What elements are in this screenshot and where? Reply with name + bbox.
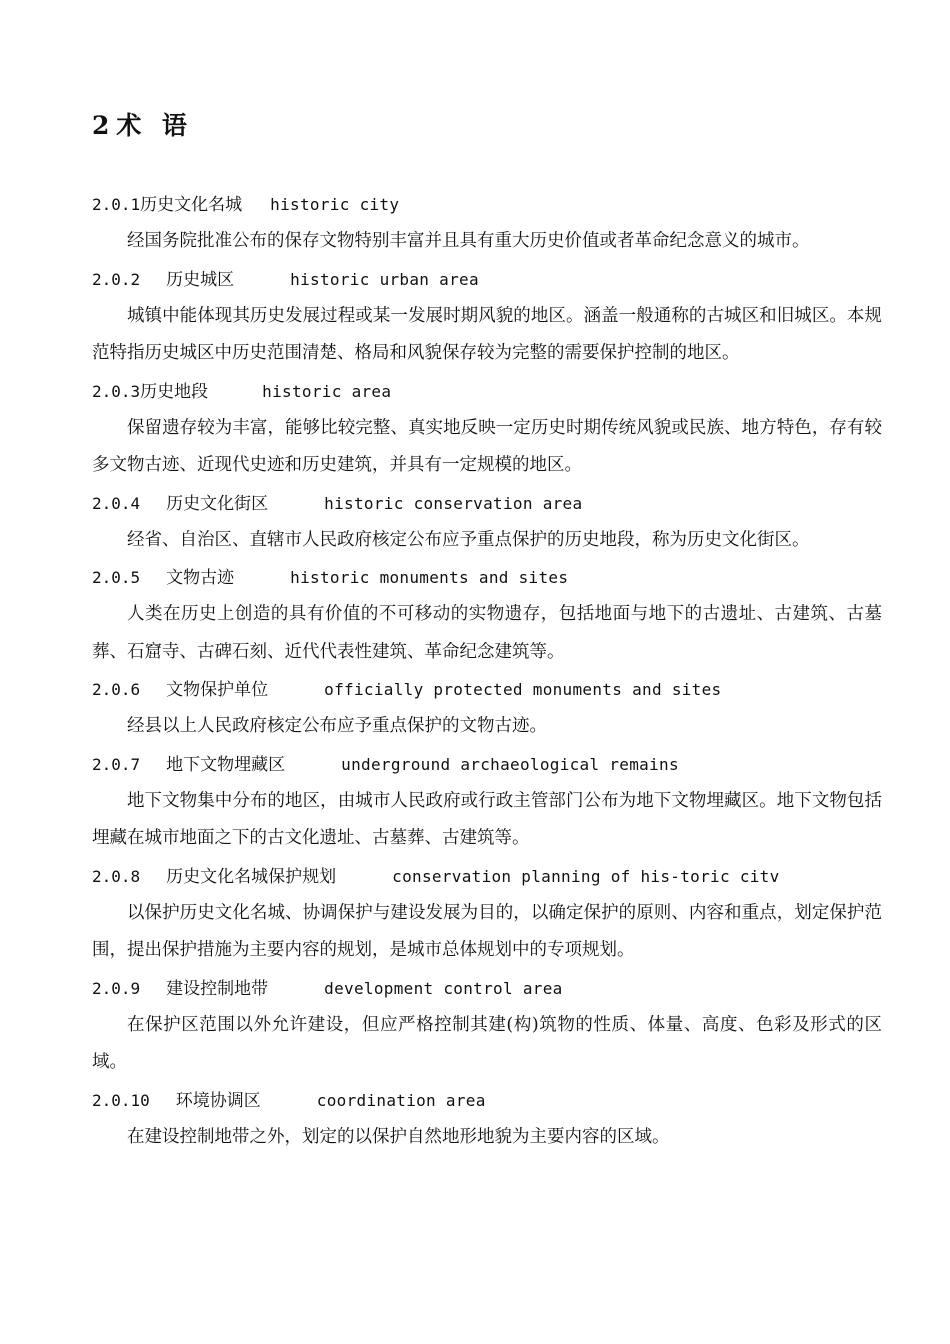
term-number: 2.0.9 [92, 978, 141, 998]
term-number: 2.0.6 [92, 680, 141, 699]
term-heading [92, 1082, 882, 1119]
term-chinese: 历史文化名城 [140, 195, 243, 215]
term-english: historic monuments and sites [290, 568, 569, 587]
term-definition: 地下文物集中分布的地区，由城市人民政府或行政主管部门公布为地下文物埋藏区。地下文物包括埋藏在城市地面之下的古文化遗址、古墓葬、古建筑等。 [92, 790, 882, 848]
chapter-number: 2 [92, 111, 111, 140]
term-number: 2.0.4 [92, 493, 141, 513]
term-heading [92, 559, 882, 596]
term-chinese: 历史地段 [140, 381, 209, 402]
term-english: officially protected monuments and sites [324, 680, 722, 699]
term-heading [92, 746, 882, 783]
term-definition: 在保护区范围以外允许建设，但应严格控制其建(构)筑物的性质、体量、高度、色彩及形式的区域。 [92, 1014, 882, 1072]
term-heading [92, 858, 882, 895]
term-heading [92, 671, 882, 708]
term-english: historic area [262, 381, 392, 401]
term-chinese: 历史文化街区 [166, 493, 269, 514]
chapter-title [92, 110, 188, 142]
term-number: 2.0.2 [92, 269, 141, 289]
term-number: 2.0.7 [92, 754, 141, 774]
term-number: 2.0.10 [92, 1090, 150, 1110]
term-heading [92, 261, 882, 298]
term-definition: 以保护历史文化名城、协调保护与建设发展为目的，以确定保护的原则、内容和重点，划定保护范围，提出保护措施为主要内容的规划，是城市总体规划中的专项规划。 [92, 902, 882, 960]
term-definition: 经省、自治区、直辖市人民政府核定公布应予重点保护的历史地段，称为历史文化街区。 [127, 529, 810, 550]
term-heading [92, 485, 882, 522]
term-english: historic city [270, 195, 400, 214]
term-definition: 城镇中能体现其历史发展过程或某一发展时期风貌的地区。涵盖一般通称的古城区和旧城区。本规范特指历史城区中历史范围清楚、格局和风貌保存较为完整的需要保护控制的地区。 [92, 305, 882, 363]
term-chinese: 文物保护单位 [166, 680, 269, 700]
term-chinese: 历史城区 [166, 269, 235, 290]
term-number: 2.0.1 [92, 195, 141, 214]
term-chinese: 文物古迹 [166, 568, 235, 588]
term-english: historic conservation area [324, 493, 583, 513]
term-definition: 经县以上人民政府核定公布应予重点保护的文物古迹。 [127, 716, 547, 736]
term-definition: 经国务院批准公布的保存文物特别丰富并且具有重大历史价值或者革命纪念意义的城市。 [127, 231, 810, 251]
term-heading [92, 186, 882, 223]
term-definition: 保留遗存较为丰富，能够比较完整、真实地反映一定历史时期传统风貌或民族、地方特色，存有较多文物古迹、近现代史迹和历史建筑，并具有一定规模的地区。 [92, 417, 882, 475]
term-chinese: 建设控制地带 [166, 978, 269, 999]
term-english: underground archaeological remains [341, 754, 679, 774]
term-heading [92, 970, 882, 1007]
term-chinese: 地下文物埋藏区 [166, 754, 286, 775]
term-number: 2.0.8 [92, 866, 141, 886]
term-english: historic urban area [290, 269, 479, 289]
term-chinese: 历史文化名城保护规划 [166, 866, 337, 887]
term-definition: 人类在历史上创造的具有价值的不可移动的实物遗存，包括地面与地下的古遗址、古建筑、古墓葬、石窟寺、古碑石刻、近代代表性建筑、革命纪念建筑等。 [92, 604, 882, 662]
term-english: coordination area [316, 1090, 486, 1110]
term-number: 2.0.5 [92, 568, 141, 587]
term-chinese: 环境协调区 [175, 1090, 261, 1111]
term-definition: 在建设控制地带之外，划定的以保护自然地形地貌为主要内容的区域。 [127, 1126, 670, 1147]
term-list [92, 186, 882, 1156]
term-number: 2.0.3 [92, 381, 141, 401]
chapter-title-text: 术 语 [116, 111, 188, 140]
term-heading [92, 373, 882, 410]
term-english: development control area [324, 978, 563, 998]
term-english: conservation planning of his-toric citv [392, 866, 780, 886]
